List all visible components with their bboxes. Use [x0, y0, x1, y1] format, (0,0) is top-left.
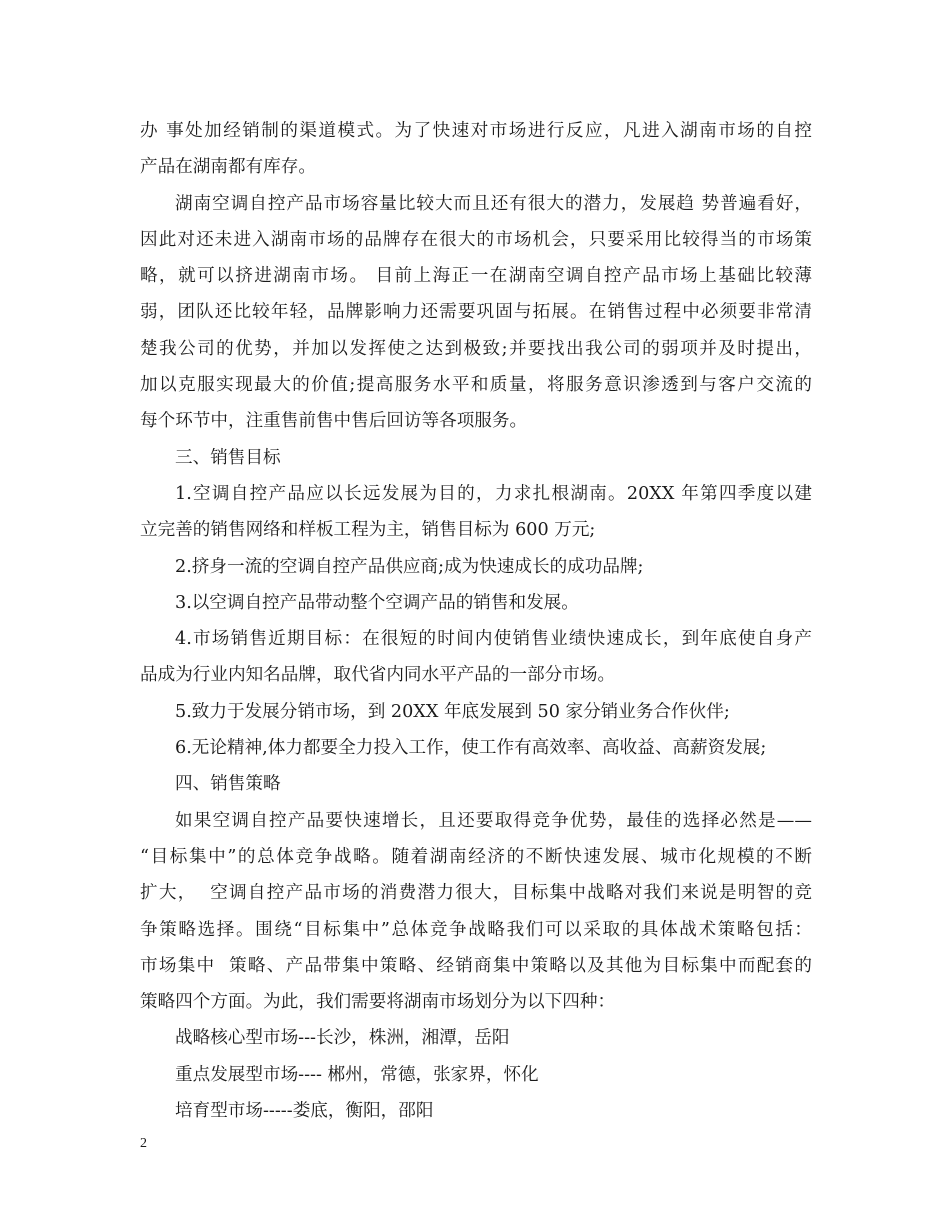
text-line: 加以克服实现最大的价值;提高服务水平和质量，将服务意识渗透到与客户交流的 — [140, 375, 812, 396]
paragraph-strategy — [140, 803, 812, 1021]
market-cultivation — [140, 1093, 812, 1129]
heading-sales-targets — [140, 440, 812, 476]
market-core — [140, 1020, 812, 1056]
text-line: 6.无论精神,体力都要全力投入工作，使工作有高效率、高收益、高薪资发展; — [175, 738, 767, 759]
text-line: 策略四个方面。为此，我们需要将湖南市场划分为以下四种： — [140, 992, 616, 1013]
text-line: 略，就可以挤进湖南市场。 目前上海正一在湖南空调自控产品市场上基础比较薄 — [140, 266, 812, 287]
text-line: 3.以空调自控产品带动整个空调产品的销售和发展。 — [175, 592, 579, 613]
text-line: 战略核心型市场---长沙，株洲，湘潭，岳阳 — [175, 1028, 510, 1049]
text-line: “目标集中”的总体竞争战略。随着湖南经济的不断快速发展、城市化规模的不断 — [140, 846, 812, 867]
text-line: 重点发展型市场---- 郴州，常德，张家界，怀化 — [175, 1064, 539, 1085]
market-key-development — [140, 1057, 812, 1093]
text-line: 产品在湖南都有库存。 — [140, 157, 316, 178]
text-line: 扩大， 空调自控产品市场的消费潜力很大，目标集中战略对我们来说是明智的竞 — [140, 883, 812, 904]
text-line: 楚我公司的优势，并加以发挥使之达到极致;并要找出我公司的弱项并及时提出， — [140, 338, 812, 359]
text-line: 1.空调自控产品应以长远发展为目的，力求扎根湖南。20XX 年第四季度以建 — [175, 483, 812, 504]
text-line: 因此对还未进入湖南市场的品牌存在很大的市场机会，只要采用比较得当的市场策 — [140, 229, 812, 250]
text-line: 5.致力于发展分销市场，到 20XX 年底发展到 50 家分销业务合作伙伴; — [175, 701, 730, 722]
paragraph-market-analysis — [140, 186, 812, 440]
target-item-3 — [140, 585, 812, 621]
target-item-4 — [140, 621, 812, 694]
text-line: 四、销售策略 — [175, 774, 281, 795]
target-item-1 — [140, 476, 812, 549]
text-line: 品成为行业内知名品牌，取代省内同水平产品的一部分市场。 — [140, 665, 616, 686]
document-body — [140, 113, 812, 1129]
text-line: 三、销售目标 — [175, 447, 281, 468]
target-item-5 — [140, 694, 812, 730]
target-item-2 — [140, 549, 812, 585]
target-item-6 — [140, 730, 812, 766]
text-line: 如果空调自控产品要快速增长，且还要取得竞争优势，最佳的选择必然是—— — [175, 810, 812, 831]
heading-sales-strategy — [140, 766, 812, 802]
page-number: 2 — [140, 1136, 147, 1151]
text-line: 4.市场销售近期目标：在很短的时间内使销售业绩快速成长，到年底使自身产 — [175, 629, 812, 650]
text-line: 立完善的销售网络和样板工程为主，销售目标为 600 万元; — [140, 520, 596, 541]
text-line: 2.挤身一流的空调自控产品供应商;成为快速成长的成功品牌; — [175, 556, 644, 577]
text-line: 弱，团队还比较年轻，品牌影响力还需要巩固与拓展。在销售过程中必须要非常清 — [140, 302, 812, 323]
text-line: 市场集中 策略、产品带集中策略、经销商集中策略以及其他为目标集中而配套的 — [140, 955, 812, 976]
text-line: 办 事处加经销制的渠道模式。为了快速对市场进行反应，凡进入湖南市场的自控 — [140, 121, 812, 141]
text-line: 争策略选择。围绕“目标集中”总体竞争战略我们可以采取的具体战术策略包括： — [140, 919, 812, 940]
text-line: 湖南空调自控产品市场容量比较大而且还有很大的潜力，发展趋 势普遍看好， — [175, 193, 812, 214]
paragraph-channel-model — [140, 113, 812, 186]
text-line: 每个环节中，注重售前售中售后回访等各项服务。 — [140, 411, 528, 432]
text-line: 培育型市场-----娄底，衡阳，邵阳 — [175, 1101, 434, 1122]
